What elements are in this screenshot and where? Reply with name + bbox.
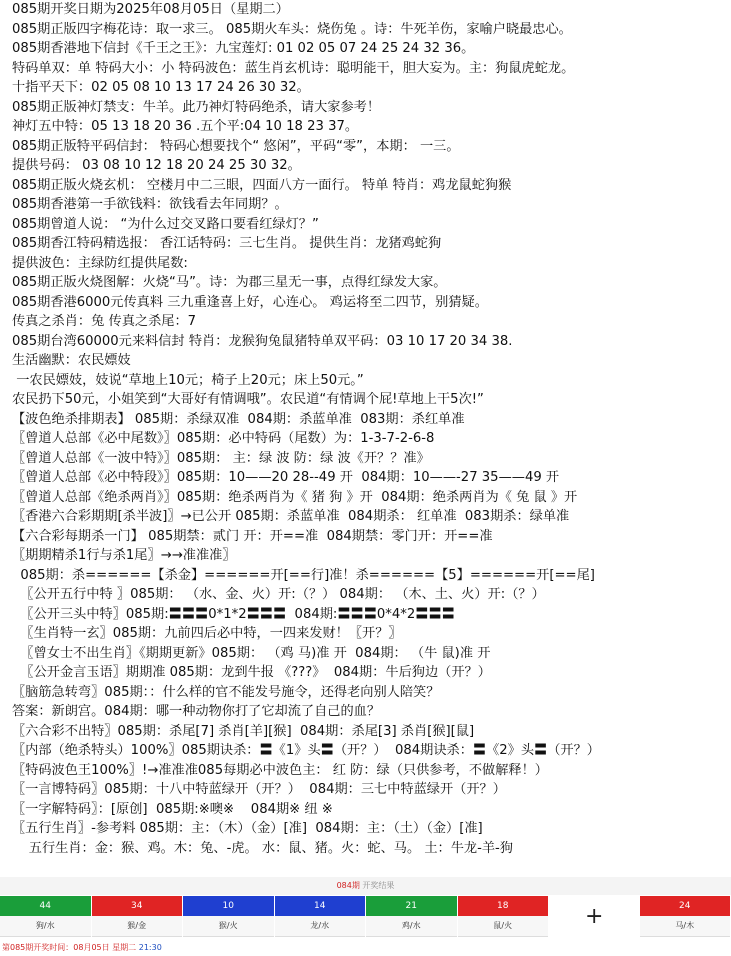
text-line: 答案：新朗宫。084期：哪一种动物你打了它却流了自己的血？	[12, 704, 381, 719]
text-line: 〖一言博特码〗085期：十八中特蓝绿开（开？） 084期：三七中特蓝绿开（开？）	[12, 782, 506, 797]
text-line: 五行生肖：金：猴、鸡。木：兔、-虎。 水：鼠、猪。火：蛇、马。 土：牛龙-羊-狗	[12, 840, 513, 856]
result-caption	[0, 877, 731, 895]
result-ball	[0, 896, 92, 936]
text-line: 一农民嫖妓，妓说“草地上10元；椅子上20元；床上50元。”	[12, 372, 364, 388]
text-line: 十指平天下：02 05 08 10 13 17 24 26 30 32。	[12, 80, 310, 95]
text-line: 提供波色：主绿防红提供尾数:	[12, 255, 188, 271]
text-line: 〖内部（绝杀特头）100%〗085期诀杀：〓《1》头〓（开？） 084期诀杀：〓《2》头〓（开？）	[12, 743, 600, 758]
draw-time-clock: 21:30	[138, 943, 162, 952]
text-line: 〖特码波色王100%〗!→准准准085每期必中波色主： 红 防：绿（只供参考，不做解释！）	[12, 762, 548, 778]
ball-zodiac: 猴/火	[183, 916, 274, 937]
text-line: 〖曾女士不出生肖〗《期期更新》085期： （鸡 马)准 开 084期： （牛 鼠)准 开	[12, 645, 491, 661]
result-ball	[640, 896, 731, 936]
ball-zodiac: 龙/水	[275, 916, 366, 937]
ball-number: 44	[0, 896, 91, 916]
text-line: 085期正版火烧图解：火烧“马”。诗：为郡三星无一事，点得红绿发大家。	[12, 275, 447, 290]
text-line: 085期香港地下信封《千王之王》：九宝莲灯: 01 02 05 07 24 25 24 32 36。	[12, 41, 475, 56]
text-line: 传真之杀肖：兔 传真之杀尾：7	[12, 314, 197, 329]
text-line: 农民扔下50元，小姐笑到“大哥好有情调哦”。农民道“有情调个屁!草地上干5次!”	[12, 392, 484, 407]
text-line: 〖生肖特一玄〗085期：九前四后必中特，一四来发财！〖开？〗	[12, 626, 402, 641]
text-line: 【波色绝杀排期表】 085期：杀绿双准 084期：杀蓝单准 083期：杀红单准	[12, 411, 465, 427]
text-line: 085期正版特平码信封： 特码心想要找个“ 悠闲”，平码“零”，本期： 一三。	[12, 138, 460, 154]
result-ball	[92, 896, 184, 936]
text-line: 〖曾道人总部《一波中特》〗085期： 主：绿 波 防：绿 波《开？？准》	[12, 450, 430, 466]
text-line: 〖曾道人总部《必中特段》〗085期：10——20 28--49 开 084期：10——-27 35——49 开	[12, 470, 560, 485]
text-line: 085期台湾60000元来料信封 特肖：龙猴狗兔鼠猪特单双平码：03 10 17 20 34 38.	[12, 333, 513, 349]
text-line: 提供号码： 03 08 10 12 18 20 24 25 30 32。	[12, 158, 301, 173]
ball-zodiac: 鼠/火	[458, 916, 549, 937]
text-line: 〖五行生肖〗-参考料 085期：主：（木）（金）[准] 084期：主：（土）（金）[准]	[12, 821, 483, 836]
draw-time-date: 08月05日 星期二	[73, 943, 137, 952]
text-line: 特码单双：单 特码大小：小 特码波色：蓝生肖玄机诗：聪明能干，胆大妄为。主：狗鼠虎蛇龙。	[12, 60, 575, 76]
text-line: 085期曾道人说： “为什么过交叉路口要看红绿灯？”	[12, 216, 319, 232]
ball-zodiac: 马/木	[640, 916, 731, 937]
ball-number: 18	[458, 896, 549, 916]
plus-separator: +	[549, 896, 640, 936]
text-line: 〖一字解特码〗：[原创] 085期:※噢※ 084期※ 纽 ※	[12, 801, 333, 817]
text-line: 〖香港六合彩期期[杀半波]〗→已公开 085期：杀蓝单准 084期杀： 红单准 083期杀：绿单准	[12, 509, 570, 524]
ball-zodiac: 猴/金	[92, 916, 183, 937]
text-line: 〖曾道人总部《绝杀两肖》〗085期：绝杀两肖为《 猪 狗 》开 084期：绝杀两肖为《 兔 鼠 》开	[12, 489, 578, 505]
text-line: 085期正版火烧玄机： 空楼月中二三眼，四面八方一面行。 特单 特肖：鸡龙鼠蛇狗猴	[12, 177, 512, 193]
draw-time-prefix: 第085期开奖时间：	[2, 943, 74, 952]
draw-time-footer	[0, 940, 162, 956]
text-line: 〖六合彩不出特〗085期：杀尾[7] 杀肖[羊][猴] 084期：杀尾[3] 杀肖[猴][鼠]	[12, 723, 475, 739]
text-line: 【六合彩每期杀一门】 085期禁：贰门 开：开==准 084期禁：零门开：开==准	[12, 528, 493, 544]
result-ball	[183, 896, 275, 936]
ball-number: 14	[275, 896, 366, 916]
result-ball	[458, 896, 550, 936]
text-line: 神灯五中特：05 13 18 20 36 .五个平:04 10 18 23 37。	[12, 119, 359, 134]
ball-number: 34	[92, 896, 183, 916]
result-label: 开奖结果	[362, 881, 395, 890]
text-line: 085期正版神灯禁支：牛羊。此乃神灯特码绝杀，请大家参考！	[12, 99, 381, 115]
text-line: 〖公开五行中特 〗085期： （水、金、火）开:（？） 084期： （木、土、火）开:（？）	[12, 587, 545, 602]
result-ball	[366, 896, 458, 936]
text-line: 085期：杀======【杀金】======开[==行]准！杀======【5】======开[==尾]	[12, 567, 595, 583]
text-line: 〖公开金言玉语〗期期准 085期：龙到牛报 《???》 084期：牛后狗边（开？）	[12, 665, 491, 680]
text-line: 生活幽默：农民嫖妓	[12, 353, 131, 368]
ball-number: 10	[183, 896, 274, 916]
text-line: 〖期期精杀1行与杀1尾〗→→准准准〗	[12, 548, 236, 563]
document-body	[12, 0, 727, 858]
text-line: 〖脑筋急转弯〗085期：：什么样的官不能发号施令，还得老向别人陪笑？	[12, 684, 440, 700]
text-line: 〖曾道人总部《必中尾数》〗085期：必中特码（尾数）为：1-3-7-2-6-8	[12, 431, 435, 446]
result-ball	[275, 896, 367, 936]
text-line: 085期开奖日期为2025年08月05日（星期二）	[12, 2, 289, 17]
text-line: 085期香港第一手欲钱料：欲钱看去年同期？。	[12, 197, 288, 212]
text-line: 085期正版四字梅花诗：取一求三。 085期火车头：烧伤兔 。诗：牛死羊伤，家喻户晓最忠心。	[12, 21, 572, 37]
ball-zodiac: 狗/水	[0, 916, 91, 937]
ball-number: 21	[366, 896, 457, 916]
text-line: 〖公开三头中特〗085期:〓〓〓0*1*2〓〓〓 084期:〓〓〓0*4*2〓〓〓	[12, 606, 455, 622]
text-line: 085期香江特码精选报： 香江话特码：三七生肖。 提供生肖：龙猪鸡蛇狗	[12, 236, 442, 251]
text-line: 085期香港6000元传真料 三九重逢喜上好，心连心。 鸡运将至二四节，别猜疑。	[12, 294, 488, 310]
ball-zodiac: 鸡/水	[366, 916, 457, 937]
ball-number: 24	[640, 896, 731, 916]
result-bar	[0, 896, 731, 936]
result-issue: 084期	[336, 881, 360, 890]
